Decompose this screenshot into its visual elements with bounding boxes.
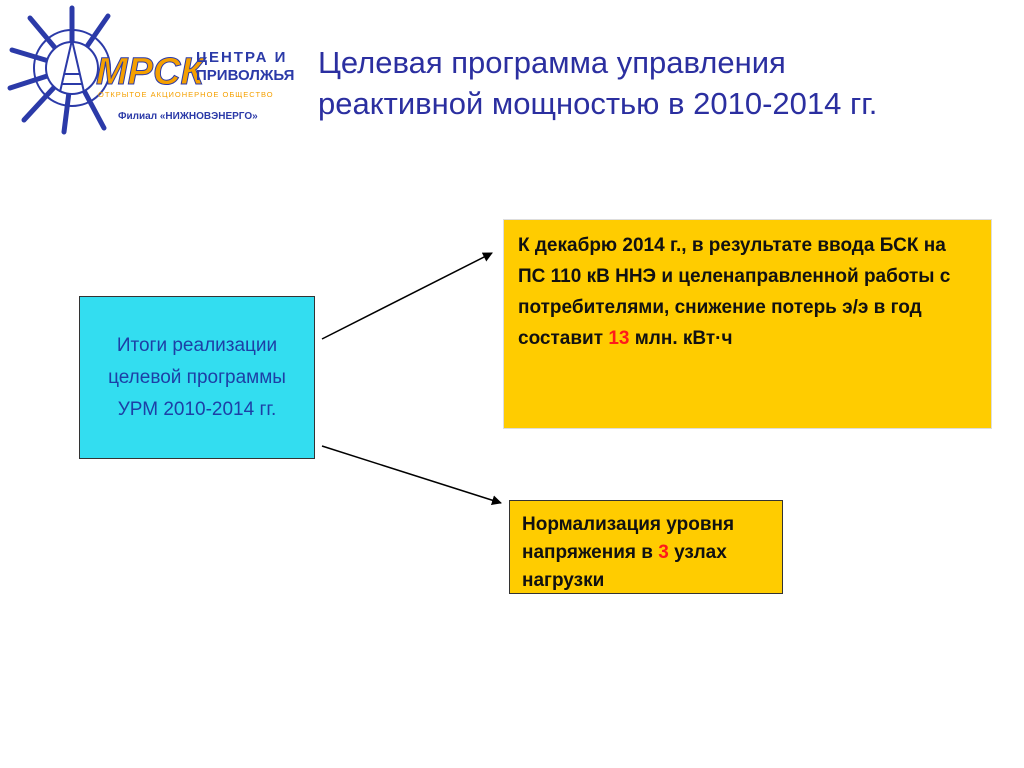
arrow-to-voltage-box [322,446,501,503]
logo-company-type: ОТКРЫТОЕ АКЦИОНЕРНОЕ ОБЩЕСТВО [98,90,274,99]
losses-reduction-box [503,219,992,429]
logo-name-line2: ПРИВОЛЖЬЯ [196,67,295,84]
voltage-text-before: Нормализация уровня напряжения в [522,514,735,563]
arrow-to-losses-box [322,253,492,339]
logo-branch: Филиал «НИЖНОВЭНЕРГО» [118,111,258,122]
logo-brand: МРСК [96,51,204,93]
title-line-1: Целевая программа управления [318,45,786,80]
losses-highlight-value: 13 [608,328,630,349]
program-results-text: Итоги реализации целевой программы УРМ 2010-2014 гг. [108,334,286,420]
losses-text-before: К декабрю 2014 г., в результате ввода БСК на ПС 110 кВ ННЭ и целенаправленной работы с потребителями, снижение потерь э/э в год составит [518,235,951,349]
logo-name-line1: ЦЕНТРА И [196,49,288,66]
losses-text-after: млн. кВт·ч [629,328,733,349]
voltage-normalization-box [509,500,783,594]
title-line-2: реактивной мощностью в 2010-2014 гг. [318,86,878,121]
voltage-highlight-value: 3 [658,542,669,563]
voltage-text-after: узлах нагрузки [522,542,727,591]
program-results-box [79,296,315,459]
